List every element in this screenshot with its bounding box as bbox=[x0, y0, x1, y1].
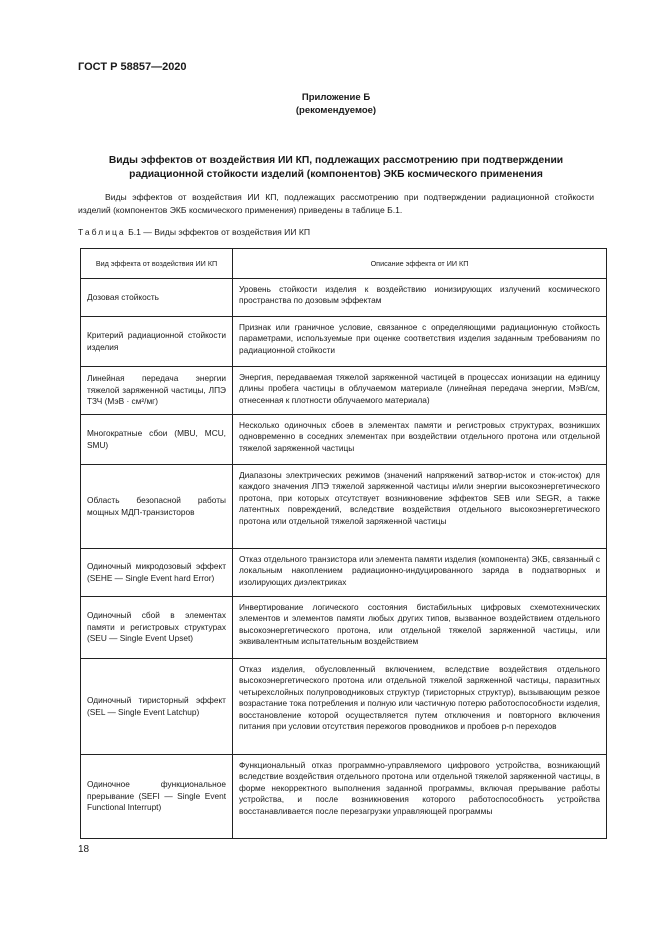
appendix-title: Приложение Б bbox=[301, 92, 371, 103]
section-title-line2: радиационной стойкости изделий (компонентов) ЭКБ космического применения bbox=[129, 168, 543, 180]
table-row bbox=[81, 465, 607, 549]
table-row bbox=[81, 659, 607, 755]
effect-description: Признак или граничное условие, связанное с определяющими радиационную стойкость параметрами, используемые при оценке соответствия изделия заданным требованиям по радиационной стойкости bbox=[233, 317, 607, 367]
effect-name: Одиночное функциональное прерывание (SEFI — Single Event Functional Interrupt) bbox=[81, 755, 233, 839]
table-caption bbox=[78, 227, 310, 237]
table-caption-word: Таблица bbox=[78, 227, 126, 237]
effect-description: Инвертирование логического состояния бистабильных цифровых схемотехнических элементов и элементов памяти любых других типов, вызванное воздействием отдельного высокоэнергетического протона, или отдельной тяжелой заряженной частицы, или эквивалентным испытательным воздействием bbox=[233, 597, 607, 659]
standard-code: ГОСТ Р 58857—2020 bbox=[78, 61, 187, 73]
appendix-subtitle: (рекомендуемое) bbox=[295, 105, 377, 116]
effect-description: Диапазоны электрических режимов (значений напряжений затвор-исток и сток-исток) для каждого значения ЛПЭ тяжелой заряженной частицы и/или энергии высокоэнергетического протона, при которых отсутствует возникновение эффектов SEB или SEGR, а также латентных повреждений, вследствие воздействия отдельного высокоэнергетического протона или отдельной тяжелой заряженной частицы bbox=[233, 465, 607, 549]
table-caption-text: Б.1 — Виды эффектов от воздействия ИИ КП bbox=[128, 227, 311, 237]
effect-name: Одиночный тиристорный эффект (SEL — Single Event Latchup) bbox=[81, 659, 233, 755]
header-effect-type: Вид эффекта от воздействия ИИ КП bbox=[81, 249, 233, 279]
intro-paragraph: Виды эффектов от воздействия ИИ КП, подлежащих рассмотрению при подтверждении радиационной стойкости изделий (компонентов ЭКБ космического применения) приведены в таблице Б.1. bbox=[78, 192, 594, 215]
page-number: 18 bbox=[78, 844, 90, 855]
effects-table bbox=[80, 248, 607, 839]
table-row bbox=[81, 279, 607, 317]
effect-name bbox=[81, 367, 233, 415]
effect-name: Критерий радиационной стойкости изделия bbox=[81, 317, 233, 367]
effect-name: Одиночный сбой в элементах памяти и регистровых структурах (SEU — Single Event Upset) bbox=[81, 597, 233, 659]
effect-name: Дозовая стойкость bbox=[81, 279, 233, 317]
effect-description: Энергия, передаваемая тяжелой заряженной частицей в процессах ионизации на единицу длины пробега частицы в облучаемом материале (линейная передача энергии, МэВ/см, отнесенная к плотности облучаемого материала) bbox=[233, 367, 607, 415]
appendix-heading bbox=[78, 91, 594, 117]
effect-name: Область безопасной работы мощных МДП-транзисторов bbox=[81, 465, 233, 549]
effect-name: Одиночный микродозовый эффект (SEHE — Single Event hard Error) bbox=[81, 549, 233, 597]
table-header-row bbox=[81, 249, 607, 279]
table-row bbox=[81, 549, 607, 597]
effect-name: Многократные сбои (MBU, MCU, SMU) bbox=[81, 415, 233, 465]
section-title bbox=[78, 154, 594, 181]
effect-description: Функциональный отказ программно-управляемого цифрового устройства, возникающий вследствие воздействия отдельного протона или отдельной тяжелой заряженной частицы, в форме некорректного выполнения заданной программы, включая прерывание работы устройства, и после возникновения которого работоспособность устройства восстанавливается после перезагрузки управляющей программы bbox=[233, 755, 607, 839]
table-row bbox=[81, 597, 607, 659]
effect-description: Уровень стойкости изделия к воздействию ионизирующих излучений космического пространства по дозовым эффектам bbox=[233, 279, 607, 317]
effect-description: Отказ отдельного транзистора или элемента памяти изделия (компонента) ЭКБ, связанный с локальным накоплением радиационно-индуцированного заряда в подзатворных и изолирующих диэлектриках bbox=[233, 549, 607, 597]
effect-description: Несколько одиночных сбоев в элементах памяти и регистровых структурах, возникших одновременно в соседних элементах при воздействии отдельного протона или отдельной тяжелой заряженной частицы bbox=[233, 415, 607, 465]
table-row bbox=[81, 367, 607, 415]
table-row bbox=[81, 415, 607, 465]
header-effect-description: Описание эффекта от ИИ КП bbox=[233, 249, 607, 279]
effect-description: Отказ изделия, обусловленный включением, вследствие воздействия отдельного высокоэнергетического протона или отдельной тяжелой заряженной частицы, паразитных четырехслойных полупроводниковых структур (тиристорных структур), вызывающим резкое возрастание тока потребления и полную или частичную потерю работоспособности изделия, восстановление которой осуществляется путем отключения и повторного включения питания при условии отсутствия пережогов проводников и пробоев p-n переходов bbox=[233, 659, 607, 755]
table-row bbox=[81, 755, 607, 839]
table-row bbox=[81, 317, 607, 367]
section-title-line1: Виды эффектов от воздействия ИИ КП, подлежащих рассмотрению при подтверждении bbox=[108, 155, 564, 166]
effect-name-text: Линейная передача энергии тяжелой заряженной частицы, ЛПЭ ТЗЧ (МэВ · см²/мг) bbox=[87, 373, 226, 407]
